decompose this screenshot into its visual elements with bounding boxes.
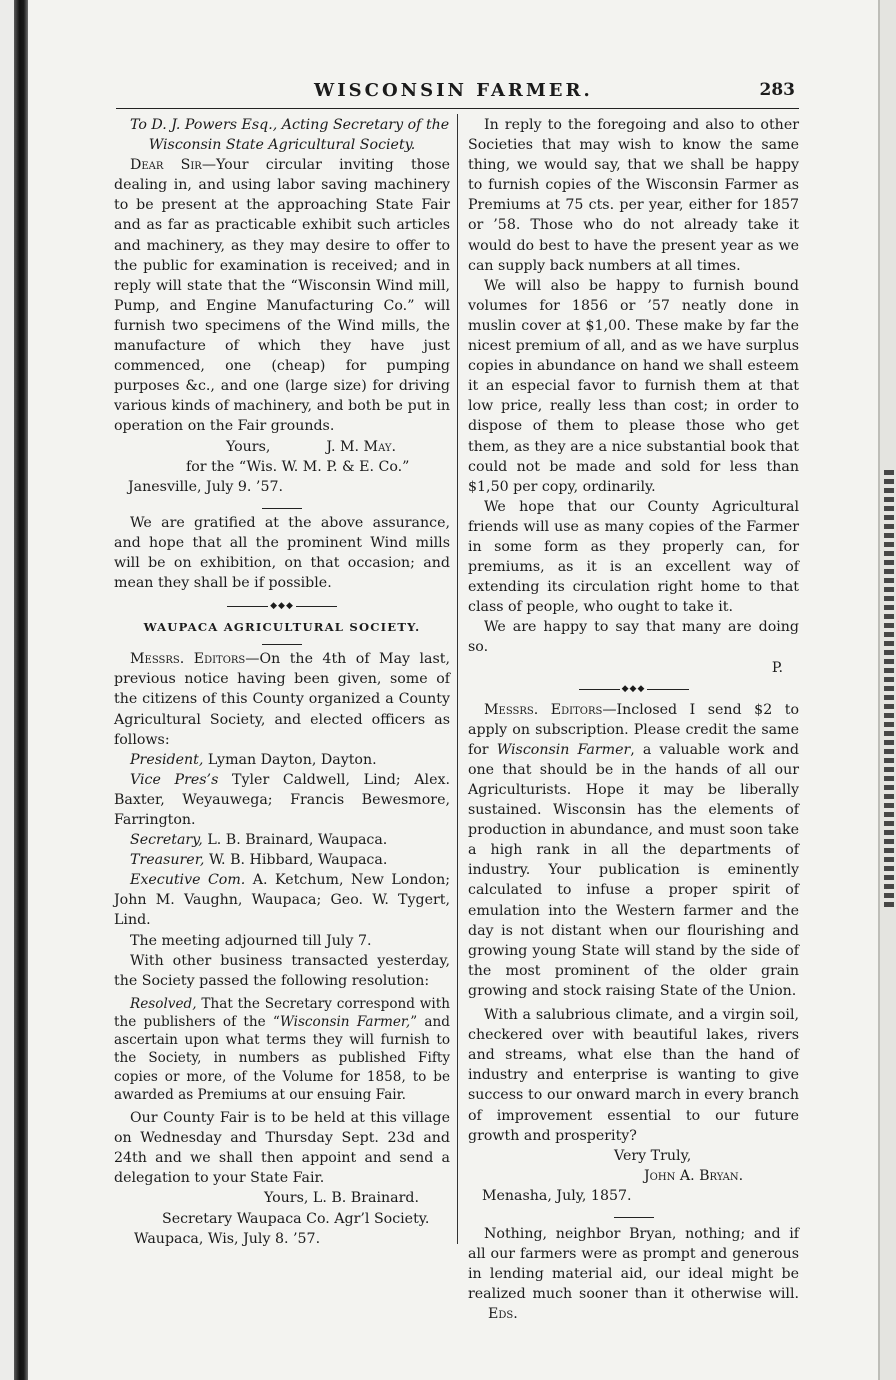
letter2-intro [114,649,450,749]
binding-spine [14,0,28,1380]
letter2-place-date: Waupaca, Wis, July 8. ’57. [134,1230,321,1247]
officer-names: W. B. Hibbard, Waupaca. [208,852,388,869]
letter3-salutation: Messrs. Editors [484,701,603,718]
officer-names: A. Ketchum, New London; John M. Vaughn, Waupaca; Geo. W. Tygert, Lind. [114,872,451,929]
letter1-signature [114,437,450,457]
journal-title: WISCONSIN FARMER. [314,80,593,101]
letter1-yours: Yours, [226,438,271,455]
officer-role: Executive Com. [130,872,246,889]
officer-treasurer [114,850,450,870]
resolved-label: Resolved, [130,995,197,1012]
reply-signature: P. [771,659,783,676]
letter2-yours: Yours, L. B. Brainard. [264,1190,419,1207]
ornament-separator [579,682,689,696]
letter2-salutation: Messrs. Editors [130,651,246,668]
running-header [116,78,799,104]
letter3-journal: Wisconsin Farmer [496,741,631,758]
letter1-for: for the “Wis. W. M. P. & E. Co.” [186,458,410,475]
officer-vice-presidents [114,770,450,830]
short-rule [614,1212,654,1222]
letter3-place-date: Menasha, July, 1857. [482,1187,632,1204]
letter3-closing: Very Truly, [614,1147,692,1164]
editor-reply [468,1224,799,1324]
section-title: WAUPACA AGRICULTURAL SOCIETY. [143,620,421,635]
resolution-text-end: ” and ascertain upon what terms they will furnish to the Society, in numbers as published Fifty copies or more, of the Volume for 1858, to be awarded as Premiums at our ensuing Fair. [114,1014,450,1103]
letter3-closing-paragraph: With a salubrious climate, and a virgin soil, checkered over with beautiful lakes, rivers and streams, what else than the hand of industry and enterprise is wanting to give success to our onward march in every branch of improvement essential to our future growth and prosperity? [468,1007,799,1144]
officer-role: Secretary, [130,832,203,849]
letter3-body [468,700,799,1001]
officer-names: Lyman Dayton, Dayton. [207,751,377,768]
officer-names: Tyler Caldwell, Lind; Alex. Baxter, Weyauwega; Francis Bewesmore, Farrington. [114,771,450,828]
letter1-signer: J. M. May. [326,438,396,455]
right-column [468,115,799,1324]
reply-paragraph-1: In reply to the foregoing and also to other Societies that may wish to know the same thing, we would say, that we shall be happy to furnish copies of the Wisconsin Farmer as Premiums at 75 cts. per year, either for 1857 or ’58. Those who do not already take it would do best to have the present year as we can supply back numbers at all times. [468,117,799,274]
letter2-title: Secretary Waupaca Co. Agr’l Society. [162,1210,430,1227]
letter3-text: —Inclosed I send $2 to apply on subscription. Please credit the same for [468,701,799,758]
business-note: With other business transacted yesterday, the Society passed the following resolution: [114,952,450,989]
editor-note: We are gratified at the above assurance, and hope that all the prominent Wind mills will be on exhibition, on that occasion; and mean they shall be if possible. [114,514,450,592]
bleed-through-marks [884,470,894,910]
reply-paragraph-3: We hope that our County Agricultural friends will use as many copies of the Farmer in some form as they properly can, for premiums, as it is an excellent way of extending its circulation right home to that class of people, who ought to take it. [468,498,799,616]
letter1-text: —Your circular inviting those dealing in, and using labor saving machinery to be present at the approaching State Fair and as far as practicable exhibit such articles and machinery, as they may desire to offer to the public for examination is received; and in reply will state that the “Wisconsin Wind mill, Pump, and Engine Manufacturing Co.” will furnish two specimens of the Wind mills, the manufacture of which they have just commenced, one (cheap) for pumping purposes &c., and one (large size) for driving various kinds of machinery, and both be put in operation on the Fair grounds. [114,157,450,435]
letter3-signer: John A. Bryan. [644,1167,744,1184]
resolution [114,995,450,1104]
fair-note: Our County Fair is to be held at this village on Wednesday and Thursday Sept. 23d and 24th and we shall then appoint and send a delegation to your State Fair. [114,1110,450,1187]
letter1-place-date: Janesville, July 9. ’57. [128,478,284,495]
letter1-address-line2: Wisconsin State Agricultural Society. [148,137,416,154]
short-rule [262,639,302,649]
reply-paragraph-4: We are happy to say that many are doing so. [468,619,799,656]
letter1-body [114,155,450,436]
officer-president [114,750,450,770]
officer-executive [114,870,450,930]
reply-paragraph-2: We will also be happy to furnish bound volumes for 1856 or ’57 neatly done in muslin cover at $1,00. These make by far the nicest premium of all, and as we have surplus copies in abundance on hand we shall esteem it an especial favor to furnish them at that low price, really less than cost; in order to dispose of them to please those who get them, as they are a nice substantial book that could not be made and sold for less than $1,50 per copy, ordinarily. [468,277,799,495]
short-rule [262,503,302,513]
column-divider [457,114,458,1244]
letter3-text-cont: , a valuable work and one that should be in the hands of all our Agriculturists. Hope it may be liberally sustained. Wisconsin has the elements of production in abundance, and must soon take a high rank in all the departments of industry. Your publication is eminently calculated to infuse a proper spirit of emulation into the Western farmer and the day is not distant when our flourishing and growing young State will stand by the side of the most prominent of the older grain growing and stock raising State of the Union. [468,741,800,999]
letter2-intro-text: —On the 4th of May last, previous notice having been given, some of the citizens of this County organized a County Agricultural Society, and elected officers as follows: [114,651,451,748]
officer-role: President, [130,751,204,768]
ornament: ◆◆◆ [270,601,294,612]
letter1-salutation: Dear Sir [130,157,202,174]
officer-secretary [114,830,450,850]
officer-role: Treasurer, [130,852,205,869]
officer-names: L. B. Brainard, Waupaca. [207,832,388,849]
page-number: 283 [759,80,795,100]
adjourned-note: The meeting adjourned till July 7. [130,932,372,949]
editor-signature: Eds. [488,1306,518,1323]
binding-edge [0,0,14,1380]
editor-reply-text: Nothing, neighbor Bryan, nothing; and if all our farmers were as prompt and generous in lending material aid, our ideal might be realized much sooner than it otherwise will. [468,1225,799,1303]
header-rule [116,108,799,109]
ornament: ◆◆◆ [621,683,646,694]
officer-role: Vice Pres’s [130,771,219,788]
resolution-journal: Wisconsin Farmer, [279,1014,411,1031]
ornament-separator [227,599,337,613]
letter1-address-line1: To D. J. Powers Esq., Acting Secretary of the [130,117,450,133]
resolution-text: That the Secretary correspond with the publishers of the “ [114,995,450,1031]
left-column [114,115,450,1249]
